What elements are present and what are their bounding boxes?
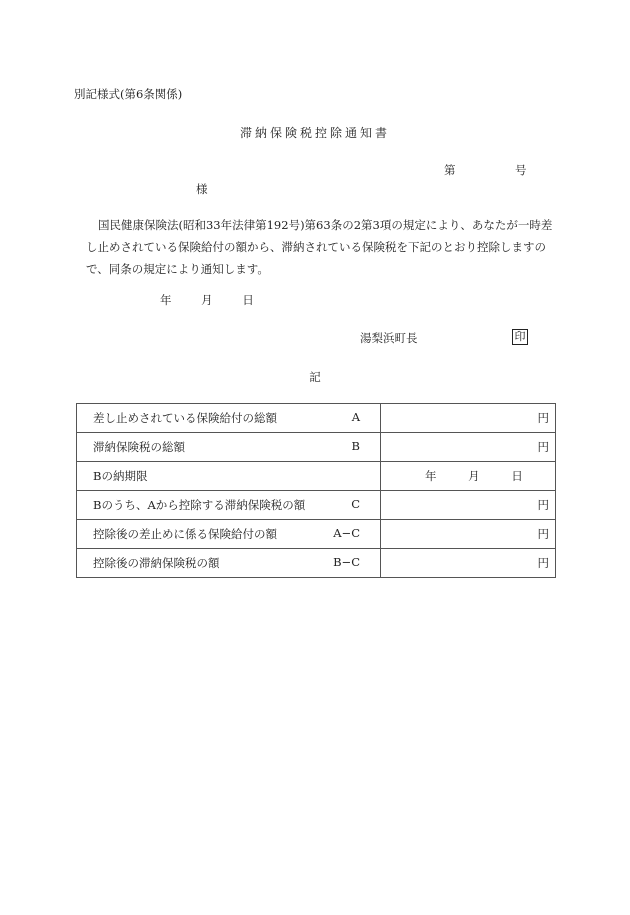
details-table — [76, 403, 556, 578]
table-row — [77, 462, 556, 491]
row-label-text: 控除後の滞納保険税の額 — [93, 556, 220, 570]
details-heading: 記 — [309, 370, 321, 384]
row-label-text: 滞納保険税の総額 — [93, 440, 185, 454]
amount-unit: 円 — [537, 498, 549, 512]
row-label — [77, 520, 381, 549]
amount-unit: 円 — [537, 527, 549, 541]
notice-body: 国民健康保険法(昭和33年法律第192号)第63条の2第3項の規定により、あなたが一時差し止めされている保険給付の額から、滞納されている保険税を下記のとおり控除しますので、同条の規定により通知します。 — [86, 218, 553, 276]
table-row — [77, 549, 556, 578]
row-label — [77, 491, 381, 520]
form-label: 別記様式(第6条関係) — [74, 87, 183, 101]
row-code: B−C — [333, 555, 360, 569]
amount-cell — [381, 491, 556, 520]
recipient-honorific: 様 — [196, 182, 208, 196]
table-row — [77, 404, 556, 433]
table-row — [77, 491, 556, 520]
amount-cell — [381, 404, 556, 433]
amount-cell — [381, 433, 556, 462]
row-label — [77, 433, 381, 462]
row-label-text: Bの納期限 — [93, 469, 148, 483]
document-title: 滞納保険税控除通知書 — [239, 126, 390, 140]
issue-date — [160, 292, 280, 308]
date-year: 年 — [160, 293, 172, 307]
date-month: 月 — [201, 293, 213, 307]
due-year: 年 — [425, 469, 437, 483]
seal-mark: 印 — [512, 329, 528, 345]
row-label-text: Bのうち、Aから控除する滞納保険税の額 — [93, 498, 306, 512]
issuer-name: 湯梨浜町長 — [360, 331, 418, 345]
date-day: 日 — [242, 293, 254, 307]
row-label — [77, 462, 381, 491]
number-prefix: 第 — [444, 163, 456, 177]
row-label — [77, 549, 381, 578]
amount-cell — [381, 549, 556, 578]
row-label — [77, 404, 381, 433]
row-label-text: 差し止めされている保険給付の総額 — [93, 411, 277, 425]
row-code: B — [351, 439, 360, 453]
row-code: A — [351, 410, 360, 424]
table-row — [77, 433, 556, 462]
due-day: 日 — [511, 469, 523, 483]
amount-unit: 円 — [537, 440, 549, 454]
due-month: 月 — [468, 469, 480, 483]
table-row — [77, 520, 556, 549]
row-code: A−C — [333, 526, 360, 540]
due-date-cell — [381, 462, 556, 491]
amount-unit: 円 — [537, 556, 549, 570]
document-number — [444, 162, 527, 178]
amount-cell — [381, 520, 556, 549]
row-code: C — [351, 497, 360, 511]
amount-unit: 円 — [537, 411, 549, 425]
number-suffix: 号 — [515, 163, 527, 177]
row-label-text: 控除後の差止めに係る保険給付の額 — [93, 527, 277, 541]
